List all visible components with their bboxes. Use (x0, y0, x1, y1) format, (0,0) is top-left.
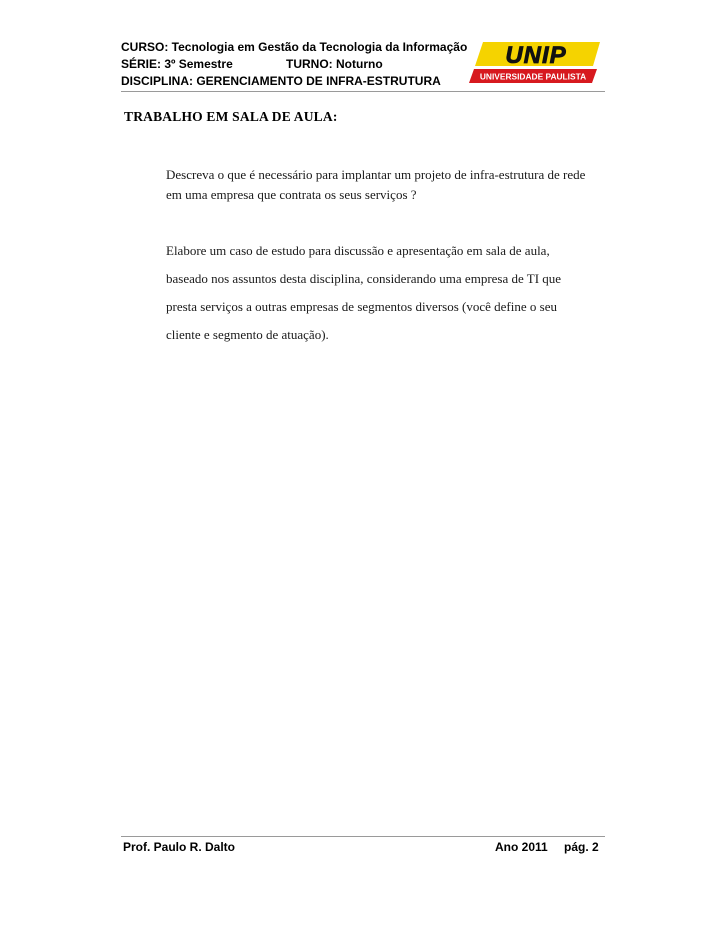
page-title: TRABALHO EM SALA DE AULA: (124, 109, 338, 124)
document-header (121, 39, 605, 91)
case-study-line-3: presta serviços a outras empresas de segmentos diversos (você define o seu (166, 299, 557, 314)
question-line-2: em uma empresa que contrata os seus serviços ? (166, 187, 417, 202)
shift-label: TURNO: Noturno (286, 57, 383, 71)
footer-divider (121, 836, 605, 837)
header-divider (121, 91, 605, 92)
case-study-paragraph (166, 237, 616, 349)
course-info (121, 39, 467, 90)
case-study-line-1: Elabore um caso de estudo para discussão e apresentação em sala de aula, (166, 243, 550, 258)
footer-professor: Prof. Paulo R. Dalto (123, 840, 236, 854)
unip-logo (469, 41, 600, 83)
semester-label: SÉRIE: 3º Semestre (121, 57, 233, 71)
question-line-1: Descreva o que é necessário para implantar um projeto de infra-estrutura de rede (166, 167, 586, 182)
question-paragraph (166, 165, 616, 205)
course-line: CURSO: Tecnologia em Gestão da Tecnologia da Informação (121, 40, 468, 54)
logo-wordmark: UNIP (505, 42, 567, 69)
discipline-line: DISCIPLINA: GERENCIAMENTO DE INFRA-ESTRUTURA (121, 74, 441, 88)
case-study-line-2: baseado nos assuntos desta disciplina, considerando uma empresa de TI que (166, 271, 562, 286)
footer-page-number: pág. 2 (564, 840, 599, 854)
semester-shift-line (121, 56, 467, 73)
logo-subtitle: UNIVERSIDADE PAULISTA (479, 71, 587, 82)
case-study-line-4: cliente e segmento de atuação). (166, 327, 329, 342)
footer-year: Ano 2011 (495, 840, 548, 854)
